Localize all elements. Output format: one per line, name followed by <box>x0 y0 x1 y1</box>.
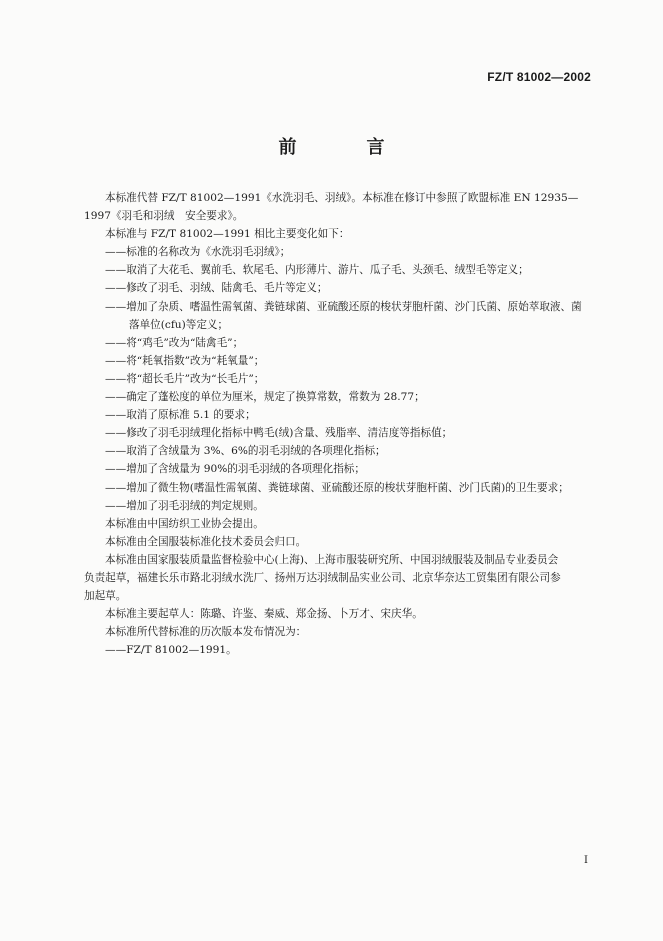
paragraph-drafted-by-line2: 负责起草，福建长乐市路北羽绒水洗厂、扬州万达羽绒制品实业公司、北京华奈达工贸集团有限公司参 <box>84 571 561 584</box>
change-item-continuation: 落单位(cfu)等定义； <box>129 318 229 331</box>
paragraph-under-jurisdiction: 本标准由全国服装标准化技术委员会归口。 <box>105 535 307 548</box>
change-item: ——修改了羽毛羽绒理化指标中鸭毛(绒)含量、残脂率、清洁度等指标值； <box>105 427 453 440</box>
paragraph-replacement-line2: 1997《羽毛和羽绒 安全要求》。 <box>84 210 244 223</box>
paragraph-drafted-by-line3: 加起草。 <box>84 590 127 603</box>
change-item: ——增加了羽毛羽绒的判定规则。 <box>105 499 264 512</box>
change-item: ——增加了杂质、嗜温性需氧菌、粪链球菌、亚硫酸还原的梭状芽胞杆菌、沙门氏菌、原始萃取液、菌 <box>105 300 582 313</box>
change-item: ——修改了羽毛、羽绒、陆禽毛、毛片等定义； <box>105 282 328 295</box>
paragraph-main-drafters: 本标准主要起草人：陈璐、许鉴、秦威、郑金扬、卜万才、宋庆华。 <box>105 608 423 621</box>
change-item: ——将“耗氧指数”改为“耗氧量”； <box>105 354 265 367</box>
change-item: ——取消了大花毛、翼前毛、软尾毛、内形薄片、游片、瓜子毛、头颈毛、绒型毛等定义； <box>105 264 529 277</box>
change-item: ——取消了含绒量为 3%、6%的羽毛羽绒的各项理化指标； <box>105 445 386 458</box>
paragraph-history-intro: 本标准所代替标准的历次版本发布情况为： <box>105 626 307 639</box>
change-item: ——取消了原标准 5.1 的要求； <box>105 409 256 422</box>
change-item: ——标准的名称改为《水洗羽毛羽绒》； <box>105 246 291 259</box>
change-item: ——增加了微生物(嗜温性需氧菌、粪链球菌、亚硫酸还原的梭状芽胞杆菌、沙门氏菌)的卫生要求； <box>105 481 569 494</box>
paragraph-drafted-by-line1: 本标准由国家服装质量监督检验中心(上海)、上海市服装研究所、中国羽绒服装及制品专业委员会 <box>105 553 559 566</box>
paragraph-changes-intro: 本标准与 FZ/T 81002—1991 相比主要变化如下： <box>105 228 350 241</box>
change-item: ——将“超长毛片”改为“长毛片”； <box>105 372 265 385</box>
paragraph-history-item: ——FZ/T 81002—1991。 <box>105 644 237 657</box>
change-item: ——确定了蓬松度的单位为厘米，规定了换算常数，常数为 28.77； <box>105 391 425 404</box>
page-title: 前 言 <box>278 137 411 158</box>
change-item: ——将“鸡毛”改为“陆禽毛”； <box>105 336 244 349</box>
paragraph-proposed-by: 本标准由中国纺织工业协会提出。 <box>105 517 264 530</box>
page-number: I <box>584 855 588 866</box>
change-item: ——增加了含绒量为 90%的羽毛羽绒的各项理化指标； <box>105 463 365 476</box>
paragraph-replacement-line1: 本标准代替 FZ/T 81002—1991《水洗羽毛、羽绒》。本标准在修订中参照了欧盟标准 EN 12935— <box>105 192 579 204</box>
document-code: FZ/T 81002—2002 <box>487 70 591 84</box>
foreword-body <box>84 189 604 659</box>
